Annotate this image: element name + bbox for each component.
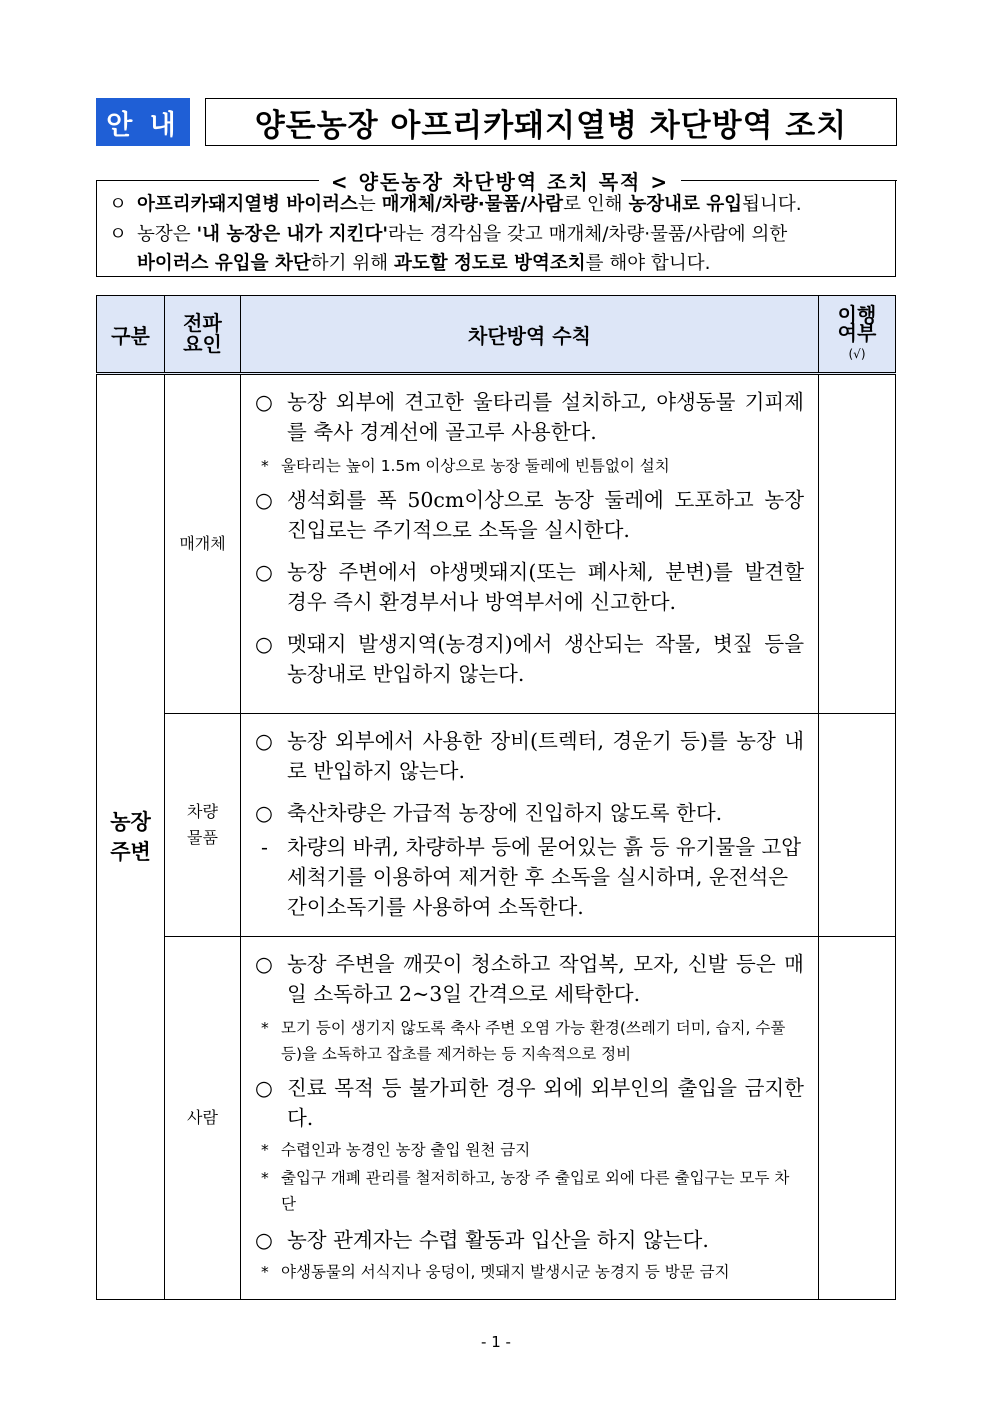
category-cell: 농장 주변 (97, 374, 165, 1300)
rule-item: ○ 진료 목적 등 불가피한 경우 외에 외부인의 출입을 금지한다. (255, 1076, 804, 1130)
rules-cell (241, 714, 819, 937)
note-item: * 울타리는 높이 1.5m 이상으로 농장 둘레에 빈틈없이 설치 (261, 457, 670, 475)
rule-item: ○ 농장 외부에서 사용한 장비(트렉터, 경운기 등)를 농장 내로 반입하지 않는다. (255, 729, 804, 783)
check-cell[interactable] (819, 374, 896, 714)
purpose-box (96, 180, 896, 277)
rule-item: ○ 축산차량은 가급적 농장에 진입하지 않도록 한다. (255, 801, 723, 825)
note-item: * 야생동물의 서식지나 웅덩이, 멧돼지 발생시군 농경지 등 방문 금지 (261, 1263, 730, 1281)
table-row (97, 714, 896, 937)
rule-item: ○ 생석회를 폭 50cm이상으로 농장 둘레에 도포하고 농장 진입로는 주기적으로 소독을 실시한다. (255, 488, 804, 542)
table-row (97, 937, 896, 1300)
note-item: * 수렵인과 농경인 농장 출입 원천 금지 (261, 1141, 531, 1159)
table-row (97, 374, 896, 714)
rule-item: ○ 농장 외부에 견고한 울타리를 설치하고, 야생동물 기피제를 축사 경계선에 골고루 사용한다. (255, 390, 804, 444)
note-item: * 출입구 개폐 관리를 철저히하고, 농장 주 출입로 외에 다른 출입구는 모두 차단 (261, 1169, 790, 1213)
biosecurity-table (96, 295, 896, 1300)
purpose-item-1: ㅇ 아프리카돼지열병 바이러스는 매개체/차량·물품/사람로 인해 농장내로 유입됩니다. (109, 194, 802, 215)
header-rules: 차단방역 수칙 (241, 296, 819, 374)
rule-item: ○ 농장 주변을 깨끗이 청소하고 작업복, 모자, 신발 등은 매일 소독하고 2~3일 간격으로 세탁한다. (255, 952, 804, 1006)
factor-cell: 차량 물품 (165, 714, 241, 937)
check-cell[interactable] (819, 714, 896, 937)
note-item: * 모기 등이 생기지 않도록 축사 주변 오염 가능 환경(쓰레기 더미, 습지, 수풀 등)을 소독하고 잡초를 제거하는 등 지속적으로 정비 (261, 1019, 786, 1063)
check-cell[interactable] (819, 937, 896, 1300)
page-number: - 1 - (481, 1333, 511, 1351)
factor-cell: 매개체 (165, 374, 241, 714)
header-category: 구분 (97, 296, 165, 374)
rules-cell (241, 937, 819, 1300)
table-header-row (97, 296, 896, 374)
rule-item: ○ 농장 관계자는 수렵 활동과 입산을 하지 않는다. (255, 1228, 709, 1252)
page-title: 양돈농장 아프리카돼지열병 차단방역 조치 (205, 98, 897, 146)
rule-item: ○ 농장 주변에서 야생멧돼지(또는 폐사체, 분변)를 발견할 경우 즉시 환경부서나 방역부서에 신고한다. (255, 560, 804, 614)
header-factor: 전파 요인 (165, 296, 241, 374)
rule-item: ○ 멧돼지 발생지역(농경지)에서 생산되는 작물, 볏짚 등을 농장내로 반입하지 않는다. (255, 632, 804, 686)
purpose-item-2: ㅇ 농장은 '내 농장은 내가 지킨다'라는 경각심을 갖고 매개체/차량·물품/사람에 의한 바이러스 유입을 차단하기 위해 과도할 정도로 방역조치를 해야 합니다. (109, 224, 788, 274)
dash-item: - 차량의 바퀴, 차량하부 등에 묻어있는 흙 등 유기물을 고압세척기를 이용하여 제거한 후 소독을 실시하며, 운전석은 간이소독기를 사용하여 소독한다. (261, 835, 802, 919)
notice-badge: 안 내 (96, 98, 190, 146)
rules-cell (241, 374, 819, 714)
factor-cell: 사람 (165, 937, 241, 1300)
header-check: 이행 여부 (√) (819, 296, 896, 374)
purpose-caption: < 양돈농장 차단방역 조치 목적 > (240, 166, 760, 194)
